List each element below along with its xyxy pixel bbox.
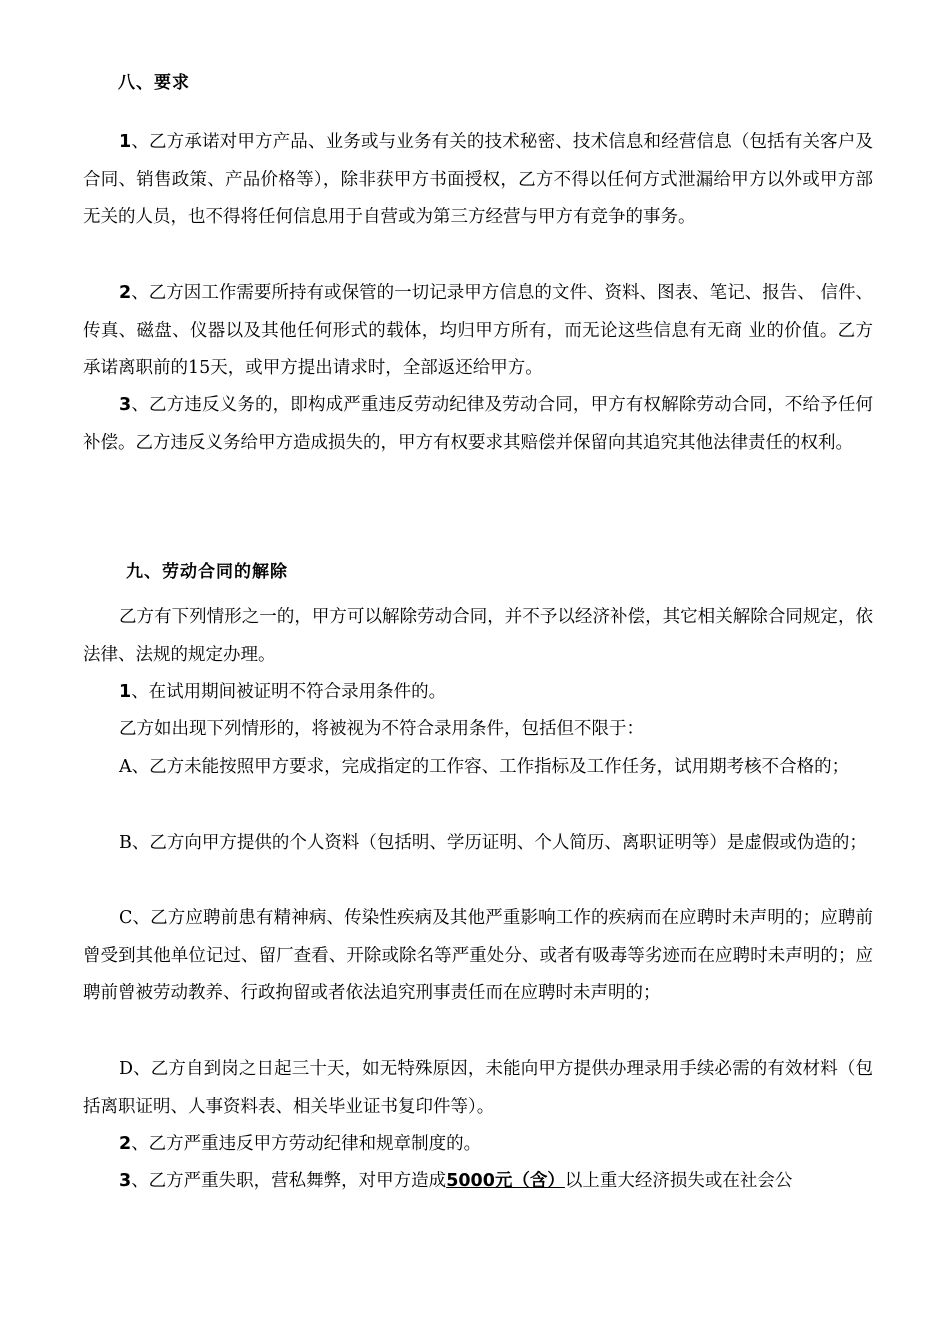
subitem-label: D xyxy=(119,1059,134,1079)
section-9-intro: 乙方有下列情形之一的，甲方可以解除劳动合同，并不予以经济补偿，其它相关解除合同规定，依法律、法规的规定办理。 xyxy=(83,607,873,665)
subitem-label: B xyxy=(119,833,132,853)
item-text: 、乙方严重失职，营私舞弊，对甲方造成 xyxy=(131,1171,447,1191)
item-text: 、乙方承诺对甲方产品、业务或与业务有关的技术秘密、技术信息和经营信息（包括有关客户及合同、销售政策、产品价格等），除非获甲方书面授权，乙方不得以任何方式泄漏给甲方以外或甲方部无关的人员，也不得将任何信息用于自营或为第三方经营与甲方有竞争的事务。 xyxy=(83,132,873,227)
section-8-heading: 八、要求 xyxy=(118,73,190,93)
section-9-item-3 xyxy=(83,1163,873,1201)
highlighted-amount: 5000元（含） xyxy=(446,1171,565,1191)
section-9-item-2 xyxy=(83,1126,873,1164)
section-9-subitem-d xyxy=(83,1051,873,1126)
item-number: 1 xyxy=(119,132,132,152)
section-9-sub-intro: 乙方如出现下列情形的，将被视为不符合录用条件，包括但不限于： xyxy=(119,719,644,739)
section-8-item-1 xyxy=(83,124,873,237)
section-9-item-1 xyxy=(83,674,873,712)
item-text: 、乙方严重违反甲方劳动纪律和规章制度的。 xyxy=(131,1134,482,1154)
item-number: 1 xyxy=(119,682,132,702)
subitem-text: 、乙方未能按照甲方要求，完成指定的工作容、工作指标及工作任务，试用期考核不合格的； xyxy=(131,757,850,777)
item-number: 2 xyxy=(119,283,132,303)
item-number: 3 xyxy=(119,1171,132,1191)
subitem-text: 、乙方自到岗之日起三十天，如无特殊原因，未能向甲方提供办理录用手续必需的有效材料（包括离职证明、人事资料表、相关毕业证书复印件等）。 xyxy=(83,1059,873,1117)
section-9-heading: 九、劳动合同的解除 xyxy=(126,562,288,582)
item-text-continued: 以上重大经济损失或在社会公 xyxy=(564,1171,793,1191)
subitem-label: A xyxy=(119,757,132,777)
section-9-subitem-a xyxy=(83,749,873,787)
item-text: 、乙方因工作需要所持有或保管的一切记录甲方信息的文件、资料、图表、笔记、报告、 信件、传真、磁盘、仪器以及其他任何形式的载体，均归甲方所有，而无论这些信息有无商 业的价值。乙方承诺离职前的15天，或甲方提出请求时，全部返还给甲方。 xyxy=(83,283,873,378)
item-number: 3 xyxy=(119,395,132,415)
item-text: 、乙方违反义务的，即构成严重违反劳动纪律及劳动合同，甲方有权解除劳动合同，不给予任何补偿。乙方违反义务给甲方造成损失的，甲方有权要求其赔偿并保留向其追究其他法律责任的权利。 xyxy=(83,395,873,453)
subitem-label: C xyxy=(119,908,133,928)
section-9-subitem-c xyxy=(83,900,873,1013)
section-8-item-3 xyxy=(83,387,873,462)
subitem-text: 、乙方向甲方提供的个人资料（包括明、学历证明、个人简历、离职证明等）是虚假或伪造的； xyxy=(131,833,867,853)
item-text: 、在试用期间被证明不符合录用条件的。 xyxy=(131,682,447,702)
section-8-item-2 xyxy=(83,275,873,388)
subitem-text: 、乙方应聘前患有精神病、传染性疾病及其他严重影响工作的疾病而在应聘时未声明的；应聘前曾受到其他单位记过、留厂查看、开除或除名等严重处分、或者有吸毒等劣迹而在应聘时未声明的；应聘前曾被劳动教养、行政拘留或者依法追究刑事责任而在应聘时未声明的； xyxy=(83,908,873,1003)
section-9-subitem-b xyxy=(83,825,873,863)
item-number: 2 xyxy=(119,1134,132,1154)
